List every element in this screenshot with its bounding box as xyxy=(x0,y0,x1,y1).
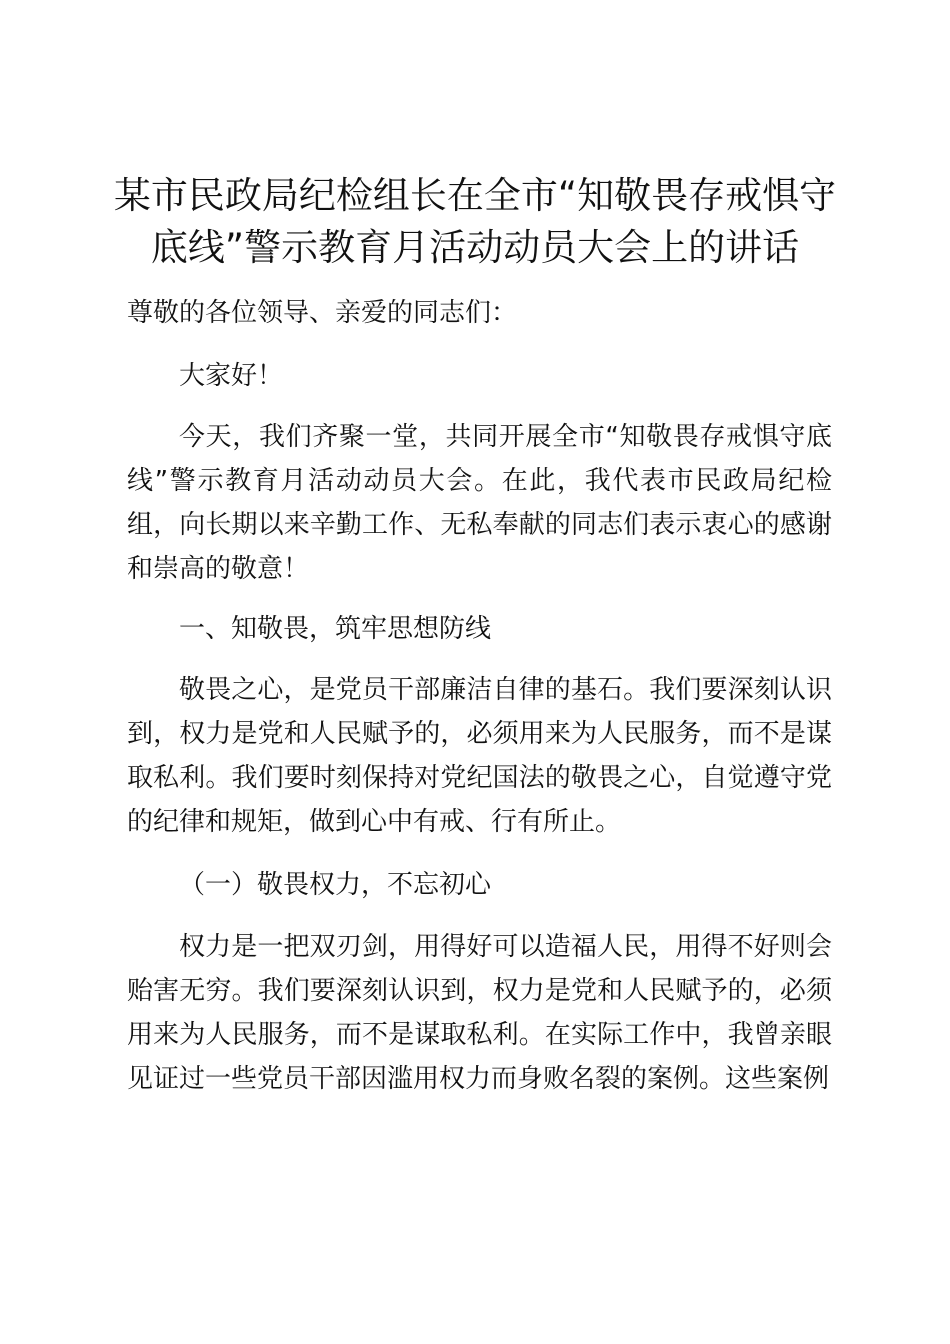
opening-paragraph: 今天，我们齐聚一堂，共同开展全市“知敬畏存戒惧守底线”警示教育月活动动员大会。在此，我代表市民政局纪检组，向长期以来辛勤工作、无私奉献的同志们表示衷心的感谢和崇高的敬意！ xyxy=(127,422,832,584)
subsection-1-paragraph: 权力是一把双刃剑，用得好可以造福人民，用得不好则会贻害无穷。我们要深刻认识到，权力是党和人民赋予的，必须用来为人民服务，而不是谋取私利。在实际工作中，我曾亲眼见证过一些党员干部因滥用权力而身败名裂的案例。这些案例 xyxy=(127,932,832,1094)
document-title: 某市民政局纪检组长在全市“知敬畏存戒惧守底线”警示教育月活动动员大会上的讲话 xyxy=(113,174,837,269)
salutation: 尊敬的各位领导、亲爱的同志们： xyxy=(127,298,518,328)
section-heading-1: 一、知敬畏，筑牢思想防线 xyxy=(179,614,492,644)
greeting: 大家好！ xyxy=(179,361,284,391)
section-1-paragraph: 敬畏之心，是党员干部廉洁自律的基石。我们要深刻认识到，权力是党和人民赋予的，必须用来为人民服务，而不是谋取私利。我们要时刻保持对党纪国法的敬畏之心，自觉遵守党的纪律和规矩，做到心中有戒、行有所止。 xyxy=(127,675,832,837)
subsection-heading-1: （一）敬畏权力，不忘初心 xyxy=(179,870,492,900)
